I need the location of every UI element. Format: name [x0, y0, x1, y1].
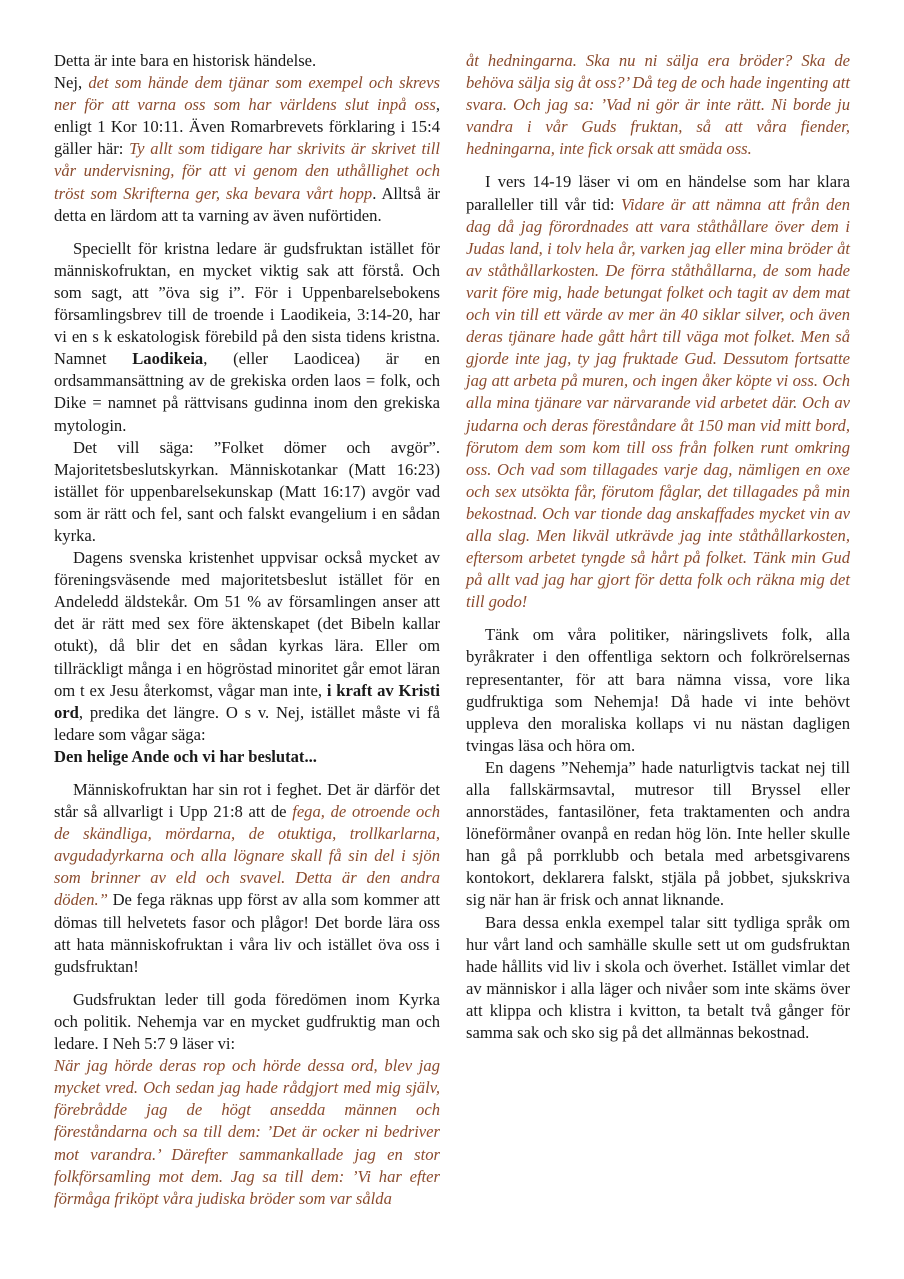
paragraph — [54, 50, 440, 227]
bold-line: Den helige Ande och vi har beslutat... — [54, 746, 317, 766]
paragraph: Det vill säga: ”Folket dömer och avgör”. Majoritetsbeslutskyrkan. Människotankar (Matt 16:23) istället för uppenbarelsekunskap (Matt 16:17) avgör vad som är rätt och fel, sant och falskt evangelium i en sådan kyrka. — [54, 437, 440, 545]
paragraph: Bara dessa enkla exempel talar sitt tydliga språk om hur vårt land och samhälle skulle sett ut om gudsfruktan hade hållits vid liv i skola och överhet. Istället vimlar det av människor i alla läger och nivåer som inte skäms över att klippa och klistra i kvitton, ta betalt två gånger för samma sak och sko sig på det allmännas bekostnad. — [466, 912, 850, 1043]
paragraph — [466, 171, 850, 613]
text: Dagens svenska kristenhet uppvisar också mycket av föreningsväsende med majoritetsbeslut istället för en Andeledd äldstekår. Om 51 % av församlingen anser att det är rätt med sex före äktenskapet (det Bibeln kallar otukt), då blir det en sådan kyrkas lära. Eller om tillräckligt många i en högröstad minoritet går emot läran om t ex Jesu återkomst, vågar man inte, — [54, 548, 440, 700]
right-column — [466, 50, 850, 1044]
paragraph — [54, 989, 440, 1210]
paragraph — [54, 238, 440, 437]
text: I vers 14-19 läser vi om en händelse som har klara paralleller till vår tid: — [466, 172, 850, 214]
text: , (eller Laodicea) är en ordsammansättning av de grekiska orden laos = folk, och Dike = namnet på rättvisans gudinna inom den grekiska mytologin. — [54, 349, 440, 435]
text: De fega räknas upp först av alla som kommer att dömas till helvetets fasor och plågor! Det borde lära oss att hata människofruktan i våra liv och istället öva oss i gudsfruktan! — [54, 890, 440, 976]
text-line: Detta är inte bara en historisk händelse. — [54, 51, 317, 70]
text: Nej, — [54, 73, 89, 93]
text: Speciellt för kristna ledare är gudsfruktan istället för människofruktan, en mycket viktig sak att förstå. Och som sagt, att ”öva sig i”. För i Uppenbarelsebokens församlingsbrev till de troende i Laodikeia, 3:14-20, har vi en s k eskatologisk förebild på den sista tidens kristna. Namnet — [54, 238, 440, 369]
text: . Alltså är detta en lärdom att ta varning av även nuförtiden. — [54, 183, 440, 225]
text: Människofruktan har sin rot i feghet. Det är därför det står så allvarligt i Upp 21:8 att de — [54, 780, 440, 822]
paragraph: En dagens ”Nehemja” hade naturligtvis tackat nej till alla fallskärmsavtal, mutresor till Bryssel eller annorstädes, fantasilöner, feta traktamenten och andra löneförmåner ovanpå en redan hög lön. Inte heller skulle han gå på porrklubb och betala med arbetsgivarens kontokort, deklarera falskt, stjäla på jobbet, sjukskriva sig när han är frisk och annat liknande. — [466, 757, 850, 910]
left-column — [54, 50, 440, 1210]
paragraph: Tänk om våra politiker, näringslivets folk, alla byråkrater i den offentliga sektorn och folkrörelsernas representanter, för att bara nämna vissa, vore lika gudfruktiga som Nehemja! Då hade vi inte behövt uppleva den moraliska kollaps vi nu nästan dagligen tvingas läsa och höra om. — [466, 625, 850, 755]
bold-term: Laodikeia — [132, 349, 204, 369]
paragraph — [54, 779, 440, 978]
scripture-quote: åt hedningarna. Ska nu ni sälja era bröder? Ska de behöva sälja sig åt oss?’ Då teg de och hade ingenting att svara. Och jag sa: ’Vad ni gör är inte rätt. Ni borde ju vandra i vår Guds fruktan, så att våra fiender, hedningarna, inte fick orsak att smäda oss. — [466, 51, 850, 159]
scripture-quote: Vidare är att nämna att från den dag då jag förordnades att vara ståthållare över dem i Judas land, i tolv hela år, varken jag eller mina bröder åt av ståthållarkosten. De förra ståthållarna, de som hade varit före mig, hade betungat folket och tagit av dem mat och vin till ett värde av mer än 40 siklar silver, och även deras tjänare hade gått hårt till väga mot folket. Men så gjorde inte jag, ty jag fruktade Gud. Dessutom fortsatte jag att arbeta på muren, och ingen åker köpte vi oss. Och alla mina tjänare var närvarande vid arbetet där. Och av judarna och deras föreståndare åt 150 man vid mitt bord, förutom dem som kom till oss från folken runt omkring oss. Och vad som tillagades varje dag, nämligen en oxe och sex utsökta får, förutom fåglar, det tillagades på min bekostnad. Och var tionde dag anskaffades mycket vin av alla slag. Men likväl utkrävde jag inte ståthållarkosten, eftersom arbetet tyngde så hårt på folket. Tänk min Gud på allt vad jag har gjort för detta folk och räkna mig det till godo! — [466, 194, 850, 612]
scripture-quote: När jag hörde deras rop och hörde dessa ord, blev jag mycket vred. Och sedan jag hade rådgjort med mig själv, förebrådde jag de högt ansedda männen och föreståndarna och sa till dem: ’Det är ocker ni bedriver mot varandra.’ Därefter sammankallade jag en stor folkförsamling mot dem. Jag sa till dem: ’Vi har efter förmåga friköpt våra judiska bröder som var sålda — [54, 1056, 440, 1208]
paragraph — [54, 547, 440, 768]
text: Gudsfruktan leder till goda föredömen inom Kyrka och politik. Nehemja var en mycket gudfruktig man och ledare. I Neh 5:7 9 läser vi: — [54, 989, 440, 1054]
scripture-quote: det som hände dem tjänar som exempel och skrevs ner för att varna oss som har världens slut inpå oss — [54, 73, 440, 115]
bold-term: i kraft av Kristi ord — [54, 680, 440, 722]
scripture-quote: fega, de otroende och de skändliga, mördarna, de otuktiga, trollkarlarna, avgudadyrkarna och alla lögnare skall få sin del i sjön som brinner av eld och svavel. Detta är den andra döden.” — [54, 802, 441, 910]
scripture-quote: Ty allt som tidigare har skrivits är skrivet till vår undervisning, för att vi genom den uthållighet och tröst som Skrifterna ger, ska bevara vårt hopp — [54, 139, 440, 203]
text: , enligt 1 Kor 10:11. Även Romarbrevets förklaring i 15:4 gäller här: — [54, 95, 440, 159]
text: , predika det längre. O s v. Nej, istället måste vi få ledare som vågar säga: — [54, 702, 440, 744]
paragraph — [466, 50, 850, 160]
